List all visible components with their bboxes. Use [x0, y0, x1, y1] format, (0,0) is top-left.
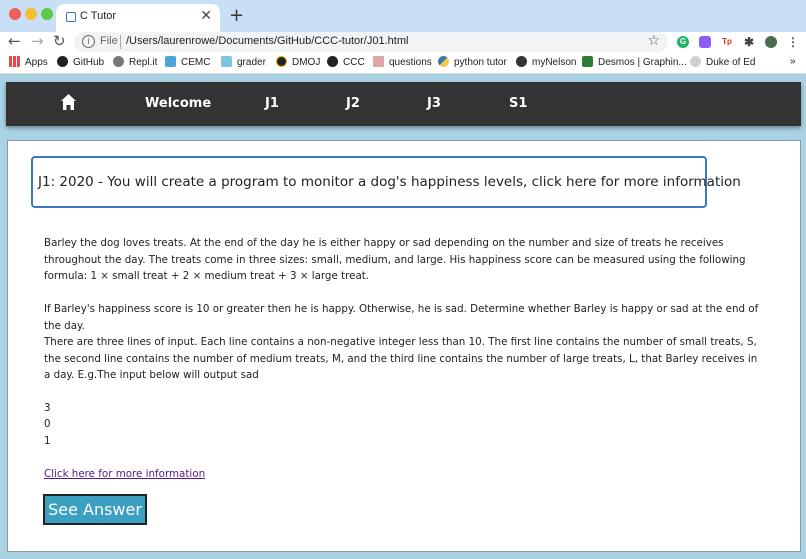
back-icon[interactable]: ←	[8, 32, 21, 50]
page-favicon-icon	[66, 12, 76, 22]
bookmarks-bar	[0, 53, 806, 74]
sample-input-line: 3	[44, 402, 51, 414]
url-text[interactable]: /Users/laurenrowe/Documents/GitHub/CCC-tutor/J01.html	[126, 35, 409, 47]
puzzle-extensions-icon[interactable]: ✱	[743, 35, 755, 49]
bookmark-ccc[interactable]: CCC	[327, 56, 365, 68]
bookmark-duke-of-ed[interactable]: Duke of Ed	[690, 56, 755, 68]
bookmark-star-icon[interactable]: ☆	[647, 33, 660, 49]
forward-icon[interactable]: →	[31, 32, 44, 50]
cemc-icon	[165, 56, 176, 67]
questions-icon	[373, 56, 384, 67]
duke-of-ed-icon	[690, 56, 701, 67]
address-separator	[120, 35, 121, 49]
window-close-icon[interactable]	[9, 8, 21, 20]
profile-avatar-icon[interactable]	[765, 36, 777, 48]
bookmark-desmos[interactable]: Desmos | Graphin...	[582, 56, 687, 68]
nav-j3[interactable]: J3	[427, 96, 441, 111]
bookmark-apps[interactable]: Apps	[9, 56, 48, 68]
tab-close-icon[interactable]: ✕	[200, 8, 212, 24]
reload-icon[interactable]: ↻	[53, 32, 66, 50]
browser-tab-bar	[0, 0, 806, 32]
sample-input-line: 0	[44, 418, 51, 430]
nav-welcome[interactable]: Welcome	[145, 96, 212, 111]
problem-description: Barley the dog loves treats. At the end of the day he is either happy or sad depending on the number and size of treats he receives throughout the day. The treats come in three sizes: small, medium, and large. His happiness score can be measured using the following formula: 1 × small treat + 2 × medium treat + 3 × large treat.	[44, 237, 746, 282]
bookmarks-overflow-icon[interactable]: »	[790, 56, 796, 67]
site-navbar	[6, 82, 801, 126]
grader-icon	[221, 56, 232, 67]
content-card	[7, 140, 801, 552]
problem-heading: J1: 2020 - You will create a program to monitor a dog's happiness levels, click here for more information	[38, 174, 741, 190]
nav-j1[interactable]: J1	[265, 96, 279, 111]
replit-icon	[113, 56, 124, 67]
dmoj-icon	[276, 56, 287, 67]
new-tab-icon[interactable]: +	[229, 5, 245, 26]
bookmark-python-tutor[interactable]: python tutor	[438, 56, 507, 68]
file-label: File	[100, 35, 118, 47]
sample-input-line: 1	[44, 435, 51, 447]
extension-icon[interactable]	[699, 36, 711, 48]
bookmark-replit[interactable]: Repl.it	[113, 56, 157, 68]
browser-tab[interactable]	[56, 4, 220, 32]
grammarly-extension-icon[interactable]: G	[677, 36, 689, 48]
github-icon	[327, 56, 338, 67]
nav-s1[interactable]: S1	[509, 96, 528, 111]
bookmark-dmoj[interactable]: DMOJ	[276, 56, 320, 68]
address-bar[interactable]	[74, 32, 668, 52]
window-minimize-icon[interactable]	[25, 8, 37, 20]
input-description: There are three lines of input. Each line contains a non-negative integer less than 10. The first line contains the number of small treats, S, the second line contains the number of medium treats, M, and the third line contains the number of large treats, L, that Barley receives in a day. E.g.The input below will output sad	[44, 336, 758, 381]
nav-j2[interactable]: J2	[346, 96, 360, 111]
home-icon[interactable]	[61, 94, 76, 110]
bookmark-questions[interactable]: questions	[373, 56, 432, 68]
apps-grid-icon	[9, 56, 20, 67]
github-icon	[57, 56, 68, 67]
menu-dots-icon[interactable]: ⋮	[787, 35, 799, 49]
tab-title: C Tutor	[80, 10, 117, 22]
problem-heading-button[interactable]	[31, 156, 741, 208]
tp-extension-icon[interactable]: Tp	[722, 37, 732, 46]
bookmark-cemc[interactable]: CEMC	[165, 56, 210, 68]
window-zoom-icon[interactable]	[41, 8, 53, 20]
problem-condition: If Barley's happiness score is 10 or greater then he is happy. Otherwise, he is sad. Determine whether Barley is happy or sad at the end of the day.	[44, 303, 759, 332]
bookmark-github[interactable]: GitHub	[57, 56, 104, 68]
python-icon	[438, 56, 449, 67]
bookmark-grader[interactable]: grader	[221, 56, 266, 68]
see-answer-button[interactable]: See Answer	[43, 494, 147, 525]
info-icon[interactable]: i	[82, 35, 95, 48]
globe-icon	[516, 56, 527, 67]
desmos-icon	[582, 56, 593, 67]
bookmark-mynelson[interactable]: myNelson	[516, 56, 576, 68]
more-information-link[interactable]: Click here for more information	[44, 468, 206, 480]
